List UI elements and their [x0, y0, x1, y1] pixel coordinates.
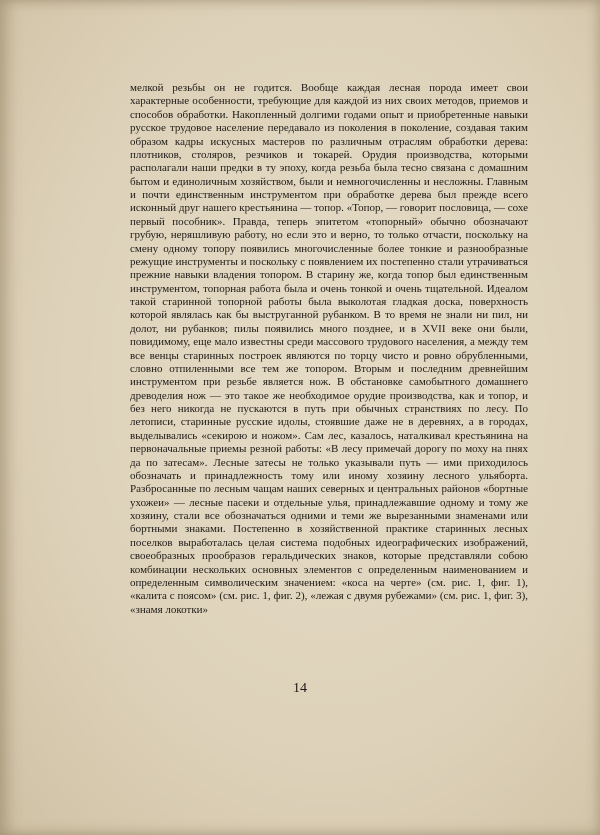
page-number: 14 — [293, 681, 307, 696]
body-text-block — [130, 82, 528, 617]
body-paragraph: мелкой резьбы он не годится. Вообще каждая лесная порода имеет свои характерные особенности, требующие для каждой из них своих методов, приемов и способов обработки. Накопленный долгими годами опыт и приобретенные навыки русское трудовое население передавало из поколения в поколение, создавая таким образом кадры искусных мастеров по различным отраслям обработки дерева: плотников, столяров, резчиков и токарей. Орудия производства, которыми располагали наши предки в ту эпоху, когда резьба была тесно связана с домашним бытом и единоличным хозяйством, были и немногочисленны и несложны. Главным и почти единственным инструментом при обработке дерева был прежде всего исконный друг нашего крестьянина — топор. «Топор, — говорит пословица, — сохе первый пособник». Правда, теперь эпитетом «топорный» обычно обозначают грубую, неряшливую работу, но если это и верно, то только отчасти, поскольку на смену одному топору появились многочисленные более тонкие и разнообразные режущие инструменты и поскольку с появлением их постепенно стали утрачиваться прежние навыки владения топором. В старину же, когда топор был единственным инструментом, топорная работа была и очень тонкой и очень тщательной. Идеалом такой старинной топорной работы была выколотая гладкая доска, поверхность которой являлась как бы выструганной рубанком. В то время не знали ни пил, ни долот, ни рубанков; пилы появились много позднее, и в XVII веке они были, повидимому, еще мало известны среди массового трудового населения, а между тем все венцы старинных построек являются по торцу чисто и ровно обрубленными, словно отпиленными все тем же топором. Вторым и последним древнейшим инструментом при резьбе является нож. В обстановке самобытного домашнего древоделия нож — это такое же необходимое орудие производства, как и топор, и без него никогда не пускаются в путь при обычных странствиях по лесу. По летописи, старинные русские идолы, стоявшие даже не в деревнях, а в городах, выделывались «секирою и ножом». Сам лес, казалось, наталкивал крестьянина на первоначальные приемы резной работы: «В лесу примечай дорогу по моху на пнях да по затесам». Лесные затесы не только указывали путь — ими приходилось обозначать и принадлежность тому или иному хозяину лесного ульяборта. Разбросанные по лесным чащам наших северных и центральных районов «бортные ухожеи» — лесные пасеки и отдельные улья, принадлежавшие одному и тому же хозяину, стали все обозначаться одними и теми же вырезанными знаменами или бортными знаками. Постепенно в хозяйственной практике старинных лесных поселков выработалась целая система подобных идеографических изображений, своеобразных прообразов геральдических знаков, которые представляли собою комбинации нескольких основных элементов с определенным наименованием и определенным символическим значением: «коса на черте» (см. рис. 1, фиг. 1), «калита с поясом» (см. рис. 1, фиг. 2), «лежая с двумя рубежами» (см. рис. 1, фиг. 3), «знамя локотки» — [130, 82, 528, 616]
